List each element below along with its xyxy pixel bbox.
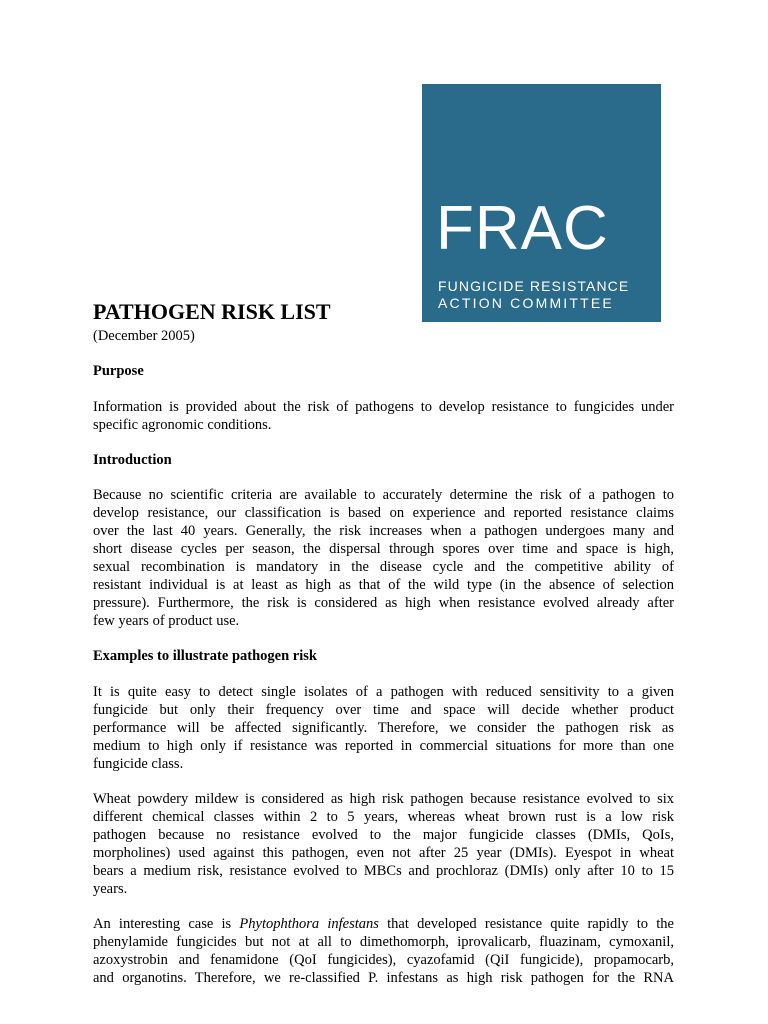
text-line: bears a medium risk, resistance evolved to MBCs and prochloraz (DMIs) only after 10 to 15 (93, 863, 674, 879)
introduction-heading: Introduction (93, 452, 172, 468)
text-line: medium to high only if resistance was reported in commercial situations for more than one (93, 738, 674, 754)
frac-logo (422, 84, 661, 322)
purpose-heading: Purpose (93, 363, 144, 379)
text-line: azoxystrobin and fenamidone (QoI fungicides), cyazofamid (QiI fungicide), propamocarb, (93, 952, 674, 968)
logo-tagline-line1: FUNGICIDE RESISTANCE (438, 278, 630, 294)
text-line: different chemical classes within 2 to 5 years, whereas wheat brown rust is a low risk (93, 809, 674, 825)
text-line: short disease cycles per season, the dispersal through spores over time and space is high, (93, 541, 674, 557)
text-line: develop resistance, our classification is based on experience and reported resistance claims (93, 505, 674, 521)
purpose-paragraph (93, 398, 674, 434)
text-line: specific agronomic conditions. (93, 417, 272, 433)
text-line: pathogen because no resistance evolved to the major fungicide classes (DMIs, QoIs, (93, 827, 674, 843)
text-line: years. (93, 881, 128, 897)
text-line: Information is provided about the risk of pathogens to develop resistance to fungicides under (93, 399, 674, 415)
text-line: morpholines) used against this pathogen, even not after 25 year (DMIs). Eyespot in wheat (93, 845, 674, 861)
text-line: fungicide class. (93, 756, 184, 772)
text-segment: that developed resistance quite rapidly to the (378, 916, 674, 932)
document-title: PATHOGEN RISK LIST (93, 299, 331, 324)
species-name: Phytophthora infestans (239, 916, 379, 932)
text-line: few years of product use. (93, 613, 240, 629)
text-line: and organotins. Therefore, we re-classified P. infestans as high risk pathogen for the RNA (93, 970, 674, 986)
examples-paragraph-2 (93, 790, 674, 898)
examples-heading: Examples to illustrate pathogen risk (93, 648, 317, 664)
text-line: Because no scientific criteria are available to accurately determine the risk of a pathogen to (93, 487, 674, 503)
text-line: resistant individual is at least as high as that of the wild type (in the absence of selection (93, 577, 674, 593)
introduction-paragraph (93, 486, 674, 630)
text-line: phenylamide fungicides but not at all to dimethomorph, iprovalicarb, fluazinam, cymoxanil, (93, 934, 674, 950)
examples-paragraph-3 (93, 915, 674, 987)
text-line (93, 915, 674, 933)
text-line: It is quite easy to detect single isolates of a pathogen with reduced sensitivity to a given (93, 684, 674, 700)
text-line: performance will be affected significantly. Therefore, we consider the pathogen risk as (93, 720, 674, 736)
logo-tagline-line2: ACTION COMMITTEE (438, 295, 614, 311)
text-line: fungicide but only their frequency over time and space will decide whether product (93, 702, 674, 718)
text-line: sexual recombination is mandatory in the disease cycle and the competitive ability of (93, 559, 674, 575)
text-line: Wheat powdery mildew is considered as high risk pathogen because resistance evolved to six (93, 791, 674, 807)
text-line: over the last 40 years. Generally, the risk increases when a pathogen undergoes many and (93, 523, 674, 539)
examples-paragraph-1 (93, 683, 674, 773)
logo-acronym: FRAC (436, 194, 609, 263)
text-line: pressure). Furthermore, the risk is considered as high when resistance evolved already after (93, 595, 674, 611)
text-segment: An interesting case is (93, 916, 240, 932)
document-date: (December 2005) (93, 328, 195, 344)
